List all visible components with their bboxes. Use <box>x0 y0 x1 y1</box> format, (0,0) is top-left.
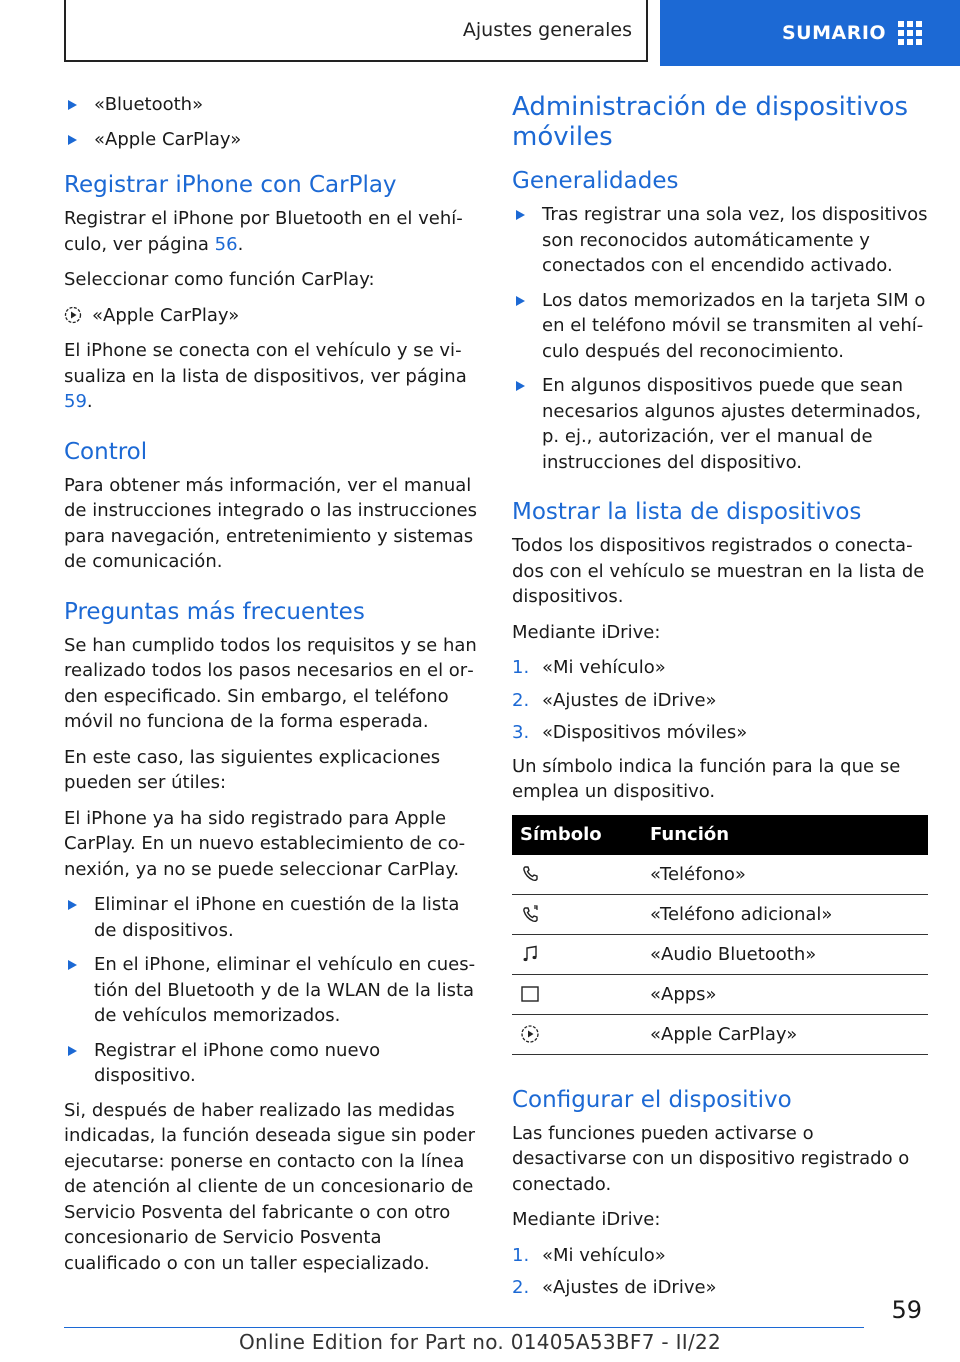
table-row <box>512 894 928 934</box>
carplay-play-icon <box>64 306 82 324</box>
register-heading: Registrar iPhone con CarPlay <box>64 172 397 198</box>
step-item: 3. «Dispositivos móviles» <box>512 722 748 743</box>
table-cell-function: «Apple CarPlay» <box>642 1014 928 1054</box>
page-link-59[interactable]: 59 <box>64 391 87 412</box>
configure-paragraph-1: Las funciones pueden activarse o desactivarse con un dispositivo registrado o conectado. <box>512 1122 910 1195</box>
carplay-option-label: «Apple CarPlay» <box>92 304 240 326</box>
right-column <box>512 92 928 1309</box>
table-row <box>512 974 928 1014</box>
register-paragraph-1: Registrar el iPhone por Bluetooth en el vehículo, ver página 56. <box>64 208 463 255</box>
faq-paragraph-1: Se han cumplido todos los requisitos y se han realizado todos los pasos necesarios en el orden especificado. Sin embargo, el teléfono móvil no funciona de la forma esperada. <box>64 634 477 732</box>
table-cell-function: «Apps» <box>642 974 928 1014</box>
step-item: 2. «Ajustes de iDrive» <box>512 1277 717 1298</box>
faq-paragraph-3: El iPhone ya ha sido registrado para Apple CarPlay. En un nuevo establecimiento de conexión, ya no se puede seleccionar CarPlay. <box>64 807 466 880</box>
list-item: «Apple CarPlay» <box>64 127 480 153</box>
chapter-title: Ajustes generales <box>462 19 632 41</box>
apps-square-icon <box>520 984 540 1004</box>
carplay-play-icon <box>520 1024 540 1044</box>
column-header-function: Función <box>642 815 928 855</box>
contents-label: SUMARIO <box>782 22 887 44</box>
list-item: Registrar el iPhone como nuevo dispositivo. <box>64 1038 480 1089</box>
device-list-steps <box>512 655 928 746</box>
list-item: Tras registrar una sola vez, los dispositivos son reconocidos automáticamente y conectados con el encendido activado. <box>512 202 928 279</box>
list-item: «Bluetooth» <box>64 92 480 118</box>
general-heading: Generalidades <box>512 168 679 194</box>
step-item: 1. «Mi vehículo» <box>512 657 666 678</box>
general-bullet-list <box>512 202 928 475</box>
contents-button[interactable] <box>660 0 960 66</box>
faq-paragraph-2: En este caso, las siguientes explicaciones pueden ser útiles: <box>64 746 441 793</box>
faq-paragraph-4: Si, después de haber realizado las medidas indicadas, la función deseada sigue sin poder ejecutarse: ponerse en contacto con la línea de atención al cliente de un concesionario de Servicio Posventa del fabricante o con otro concesionario de Servicio Posventa cualificado o con un taller especializado. <box>64 1099 476 1274</box>
device-list-paragraph-1: Todos los dispositivos registrados o conectados con el vehículo se muestran en la lista de dispositivos. <box>512 535 925 607</box>
list-item: En algunos dispositivos puede que sean necesarios algunos ajustes determinados, p. ej., autorización, ver el manual de instrucciones del dispositivo. <box>512 373 928 475</box>
top-bullet-list <box>64 92 480 152</box>
configure-steps <box>512 1243 928 1301</box>
symbol-table <box>512 815 928 1055</box>
table-cell-function: «Audio Bluetooth» <box>642 934 928 974</box>
table-cell-function: «Teléfono adicional» <box>642 894 928 934</box>
list-item: Los datos memorizados en la tarjeta SIM o en el teléfono móvil se transmiten al vehículo después del reconocimiento. <box>512 288 928 365</box>
phone-icon <box>520 864 540 884</box>
column-header-symbol: Símbolo <box>512 815 642 855</box>
chapter-header <box>64 0 648 62</box>
faq-bullet-list <box>64 892 480 1089</box>
register-paragraph-3: El iPhone se conecta con el vehículo y se visualiza en la lista de dispositivos, ver página 59. <box>64 340 467 412</box>
device-list-paragraph-3: Un símbolo indica la función para la que se emplea un dispositivo. <box>512 755 901 802</box>
footer-divider <box>64 1327 864 1328</box>
table-row <box>512 934 928 974</box>
configure-heading: Configurar el dispositivo <box>512 1086 792 1113</box>
music-note-icon <box>520 944 540 964</box>
additional-phone-icon <box>520 904 540 924</box>
table-row <box>512 855 928 895</box>
step-item: 1. «Mi vehículo» <box>512 1244 666 1266</box>
main-heading: Administración de dispositivos móviles <box>512 92 909 152</box>
list-item: Eliminar el iPhone en cuestión de la lista de dispositivos. <box>64 892 480 943</box>
page-number: 59 <box>891 1296 922 1324</box>
grid-menu-icon <box>898 21 922 45</box>
page-link-56[interactable]: 56 <box>214 233 238 255</box>
device-list-heading: Mostrar la lista de dispositivos <box>512 499 862 525</box>
device-list-paragraph-2: Mediante iDrive: <box>512 621 661 643</box>
control-paragraph: Para obtener más información, ver el manual de instrucciones integrado o las instrucciones para navegación, entretenimiento y sistemas de comunicación. <box>64 474 478 572</box>
table-row <box>512 1014 928 1054</box>
configure-paragraph-2: Mediante iDrive: <box>512 1209 661 1230</box>
step-item: 2. «Ajustes de iDrive» <box>512 689 717 711</box>
control-heading: Control <box>64 438 148 465</box>
table-cell-function: «Teléfono» <box>642 855 928 895</box>
left-column <box>64 92 480 1286</box>
list-item: En el iPhone, eliminar el vehículo en cuestión del Bluetooth y de la WLAN de la lista de vehículos memorizados. <box>64 952 480 1029</box>
register-paragraph-2: Seleccionar como función CarPlay: <box>64 269 375 290</box>
edition-footer: Online Edition for Part no. 01405A53BF7 - II/22 <box>238 1330 722 1354</box>
carplay-option <box>64 303 480 329</box>
table-header-row <box>512 815 928 855</box>
faq-heading: Preguntas más frecuentes <box>64 598 365 625</box>
